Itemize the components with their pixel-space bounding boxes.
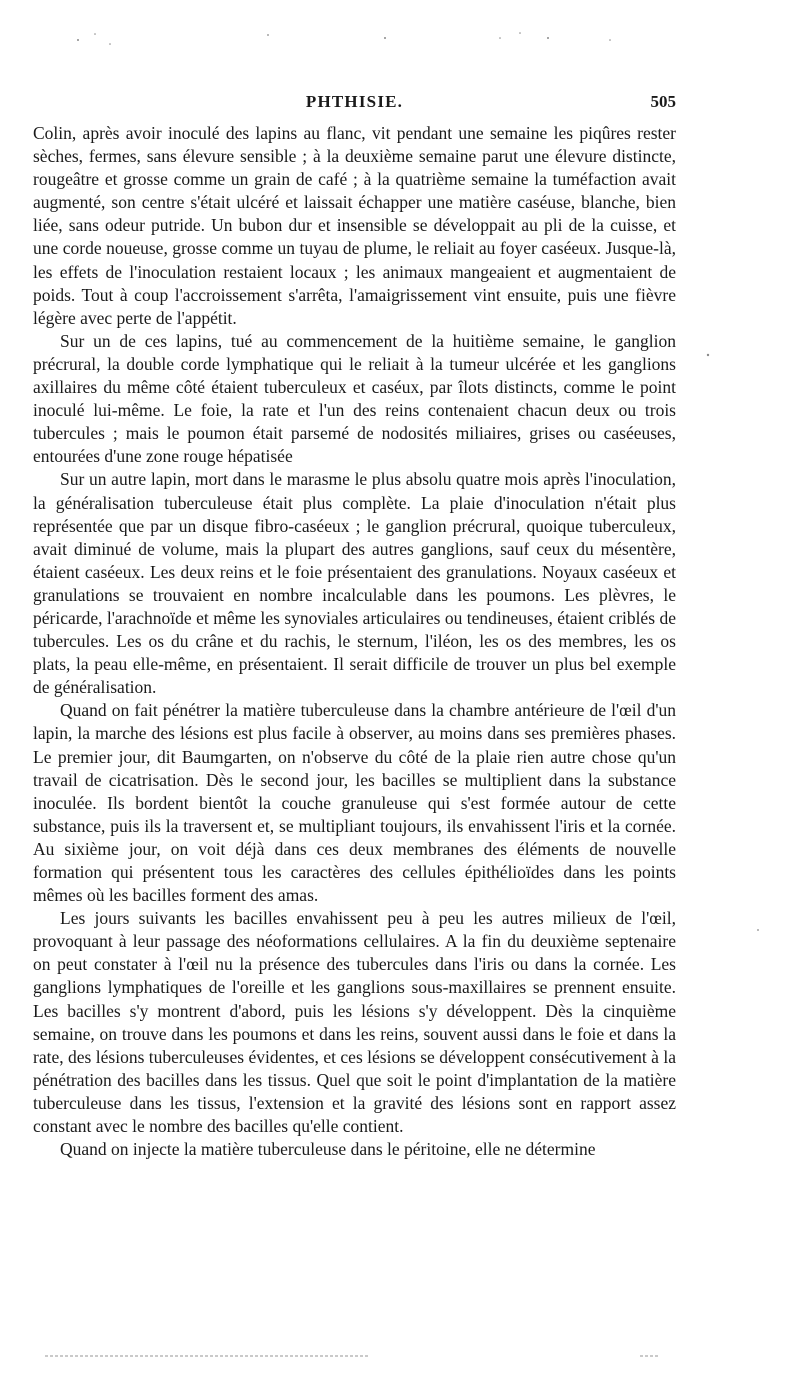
- speck: [384, 37, 386, 39]
- running-head: [33, 92, 676, 116]
- paragraph: Quand on fait pénétrer la matière tuberculeuse dans la chambre antérieure de l'œil d'un lapin, la marche des lésions est plus facile à observer, au moins dans ses premières phases. Le premier jour, dit Baumgarten, on n'observe du côté de la plaie rien autre chose qu'un travail de cicatrisation. Dès le second jour, les bacilles se multiplient dans la substance inoculée. Ils bordent bientôt la couche granuleuse qui s'est formée autour de cette substance, puis ils la traversent et, se multipliant toujours, ils envahissent l'iris et la cornée. Au sixième jour, on voit déjà dans ces deux membranes des éléments de nouvelle formation qui présentent tous les caractères des cellules épithélioïdes dans les points mêmes où les bacilles forment des amas.: [33, 700, 676, 906]
- speck: [94, 33, 96, 35]
- speck: [77, 39, 79, 41]
- paragraph: Sur un de ces lapins, tué au commencement de la huitième semaine, le ganglion précrural, la double corde lymphatique qui le reliait à la tumeur ulcérée et les ganglions axillaires du même côté étaient tuberculeux et caséux, par îlots distincts, comme le point inoculé lui-même. Le foie, la rate et l'un des reins contenaient chacun deux ou trois tubercules ; mais le poumon était parsemé de nodosités miliaires, grises ou caséeuses, entourées d'une zone rouge hépatisée: [33, 330, 676, 467]
- paragraph: Les jours suivants les bacilles envahissent peu à peu les autres milieux de l'œil, provoquant à leur passage des néoformations cellulaires. A la fin du deuxième septenaire on peut constater à l'œil nu la présence des tubercules dans l'iris ou dans la cornée. Les ganglions lymphatiques de l'oreille et les ganglions sous-maxillaires se prennent ensuite. Les bacilles s'y montrent d'abord, puis les lésions s'y développent. Dès la cinquième semaine, on trouve dans les poumons et dans les reins, souvent aussi dans le foie et dans la rate, des lésions tuberculeuses évidentes, et ces lésions se développent consécutivement à la pénétration des bacilles dans les tissus. Quel que soit le point d'implantation de la matière tuberculeuse dans les tissus, l'extension et la gravité des lésions sont en rapport assez constant avec le nombre des bacilles qu'elle contient.: [33, 908, 676, 1137]
- paragraph: Colin, après avoir inoculé des lapins au flanc, vit pendant une semaine les piqûres rester sèches, fermes, sans élevure sensible ; à la deuxième semaine parut une élevure distincte, rougeâtre et grosse comme un grain de café ; à la quatrième semaine la tuméfaction avait augmenté, son centre s'était ulcéré et laissait échapper une matière caséuse, blanche, bien liée, sans odeur putride. Un bubon dur et insensible se développait au pli de la cuisse, et une corde noueuse, grosse comme un tuyau de plume, le reliait au foyer caséeux. Jusque-là, les effets de l'inoculation restaient locaux ; les animaux mangeaient et augmentaient de poids. Tout à coup l'accroissement s'arrêta, l'amaigrissement vint ensuite, puis une fièvre légère avec perte de l'appétit.: [33, 123, 676, 328]
- speck: [707, 354, 709, 356]
- paragraph: Quand on injecte la matière tuberculeuse dans le péritoine, elle ne détermine: [60, 1139, 596, 1160]
- speck: [609, 39, 611, 41]
- speck: [547, 37, 549, 39]
- page-number: 505: [650, 92, 676, 111]
- speck: [519, 32, 521, 34]
- paragraph: Sur un autre lapin, mort dans le marasme le plus absolu quatre mois après l'inoculation, la généralisation tuberculeuse était plus complète. La plaie d'inoculation n'était plus représentée que par un disque fibro-caséeux ; le ganglion précrural, quoique tuberculeux, avait diminué de volume, mais la plupart des autres ganglions, sauf ceux du mésentère, étaient caséeux. Les deux reins et le foie présentaient des granulations. Noyaux caséeux et granulations se trouvaient en nombre incalculable dans les poumons. Les plèvres, le péricarde, l'arachnoïde et même les synoviales articulaires ou tendineuses, étaient criblés de tubercules. Les os du crâne et du rachis, le sternum, l'iléon, les os des membres, les os plats, la peau elle-même, en présentaient. Il serait difficile de trouver un plus bel exemple de généralisation.: [33, 469, 676, 698]
- speck: [109, 43, 111, 45]
- body-text: [33, 122, 676, 1161]
- running-title: PHTHISIE.: [305, 92, 404, 111]
- speck: [267, 34, 269, 36]
- speck: [499, 37, 501, 39]
- speck: [757, 929, 759, 931]
